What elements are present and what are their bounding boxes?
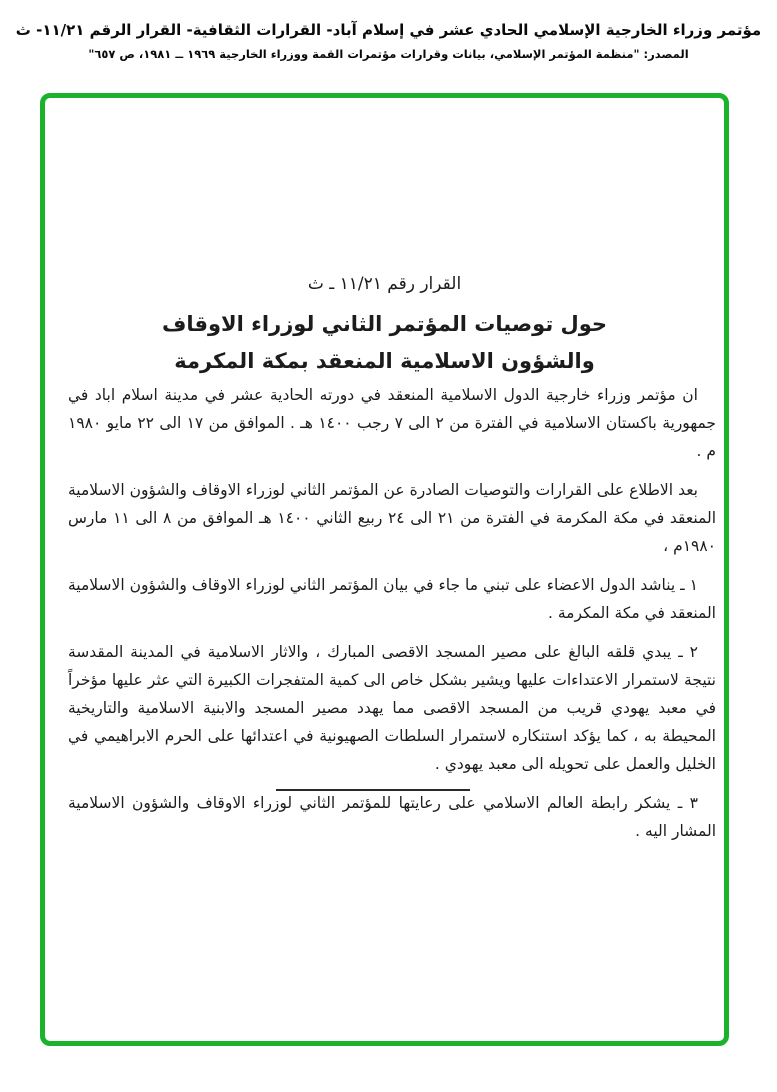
resolution-item-3: ٣ ـ يشكر رابطة العالم الاسلامي على رعايتها للمؤتمر الثاني لوزراء الاوقاف والشؤون الاسلامية المشار اليه . — [68, 794, 716, 840]
divider-line — [276, 789, 470, 791]
resolution-title-block — [40, 272, 729, 380]
resolution-item-1: ١ ـ يناشد الدول الاعضاء على تبني ما جاء في بيان المؤتمر الثاني لوزراء الاوقاف والشؤون الاسلامية المنعقد في مكة المكرمة . — [68, 576, 716, 622]
resolution-item-2: ٢ ـ يبدي قلقه البالغ على مصير المسجد الاقصى المبارك ، والاثار الاسلامية في المدينة المقدسة نتيجة لاستمرار الاعتداءات عليها ويشير بشكل خاص الى كمية المتفجرات الكبيرة التي عثر عليها مؤخراً في معبد يهودي قريب من المسجد الاقصى مما يهدد مصير المسجد والابنية الاسلامية والتاريخية المحيطة به ، كما يؤكد استنكاره لاستمرار السلطات الصهيونية في اعتدائها على الحرم الابراهيمي في الخليل والعمل على تحويله الى معبد يهودي . — [68, 643, 716, 773]
document-header — [0, 18, 777, 61]
preamble-paragraph-2: بعد الاطلاع على القرارات والتوصيات الصادرة عن المؤتمر الثاني لوزراء الاوقاف والشؤون الاسلامية المنعقد في مكة المكرمة في الفترة من ٢١ الى ٢٤ ربيع الثاني ١٤٠٠ هـ الموافق من ٨ الى ١١ مارس ١٩٨٠م ، — [68, 481, 716, 555]
resolution-title-line-2: والشؤون الاسلامية المنعقد بمكة المكرمة — [174, 349, 595, 373]
resolution-body — [68, 381, 716, 856]
resolution-number: القرار رقم ١١/٢١ ـ ث — [307, 274, 462, 294]
preamble-paragraph-1: ان مؤتمر وزراء خارجية الدول الاسلامية المنعقد في دورته الحادية عشر في مدينة اسلام اباد في جمهورية باكستان الاسلامية في الفترة من ٢ الى ٧ رجب ١٤٠٠ هـ . الموافق من ١٧ الى ٢٢ مايو ١٩٨٠ م . — [68, 386, 717, 460]
header-title: مؤتمر وزراء الخارجية الإسلامي الحادي عشر في إسلام آباد- القرارات الثقافية- القرار الرقم ١١/٢١- ث — [15, 21, 762, 39]
header-source-citation: المصدر: "منظمة المؤتمر الإسلامي، بيانات وقرارات مؤتمرات القمة ووزراء الخارجية ١٩٦٩ ــ ١٩٨١، ص ٦٥٧" — [88, 47, 689, 61]
resolution-title-line-1: حول توصيات المؤتمر الثاني لوزراء الاوقاف — [161, 312, 608, 336]
